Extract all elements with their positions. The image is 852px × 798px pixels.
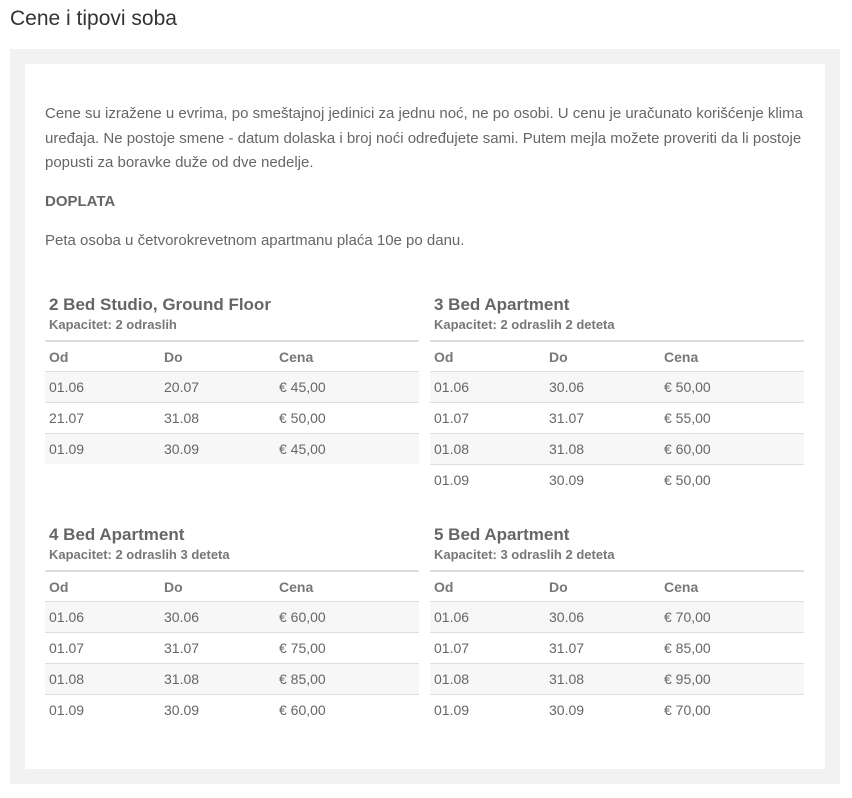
col-header-price: Cena <box>275 341 419 372</box>
rates-table <box>45 340 419 464</box>
cell-to: 20.07 <box>160 372 275 403</box>
room-title: 4 Bed Apartment <box>49 525 185 544</box>
room-capacity: Kapacitet: 2 odraslih 3 deteta <box>49 547 230 562</box>
cell-to: 30.06 <box>545 372 660 403</box>
cell-price: € 60,00 <box>275 695 419 726</box>
cell-to: 31.07 <box>545 633 660 664</box>
table-row <box>45 602 419 633</box>
col-header-to: Do <box>545 571 660 602</box>
col-header-price: Cena <box>660 571 804 602</box>
cell-from: 01.08 <box>45 664 160 695</box>
table-header-row <box>45 571 419 602</box>
col-header-from: Od <box>430 571 545 602</box>
cell-to: 31.08 <box>160 403 275 434</box>
room-2-bed-studio <box>45 294 419 464</box>
cell-from: 01.06 <box>45 372 160 403</box>
cell-price: € 55,00 <box>660 403 804 434</box>
col-header-to: Do <box>160 571 275 602</box>
room-title: 2 Bed Studio, Ground Floor <box>49 295 271 314</box>
cell-from: 01.06 <box>45 602 160 633</box>
content-panel <box>10 49 840 784</box>
col-header-from: Od <box>430 341 545 372</box>
table-header-row <box>430 341 804 372</box>
cell-from: 01.08 <box>430 434 545 465</box>
content-card <box>25 64 825 769</box>
cell-from: 01.09 <box>45 695 160 726</box>
room-title: 5 Bed Apartment <box>434 525 570 544</box>
cell-to: 30.09 <box>545 695 660 726</box>
room-capacity: Kapacitet: 3 odraslih 2 deteta <box>434 547 615 562</box>
cell-to: 30.09 <box>160 695 275 726</box>
cell-price: € 85,00 <box>660 633 804 664</box>
cell-price: € 50,00 <box>660 465 804 496</box>
cell-to: 30.09 <box>160 434 275 465</box>
cell-from: 01.07 <box>430 633 545 664</box>
col-header-price: Cena <box>275 571 419 602</box>
cell-from: 01.06 <box>430 372 545 403</box>
col-header-to: Do <box>160 341 275 372</box>
table-row <box>45 664 419 695</box>
cell-to: 31.07 <box>545 403 660 434</box>
cell-from: 01.09 <box>430 695 545 726</box>
table-row <box>430 434 804 465</box>
cell-to: 31.07 <box>160 633 275 664</box>
cell-to: 30.09 <box>545 465 660 496</box>
room-5-bed-apartment <box>430 524 804 725</box>
cell-price: € 50,00 <box>660 372 804 403</box>
cell-from: 01.09 <box>45 434 160 465</box>
cell-price: € 95,00 <box>660 664 804 695</box>
cell-from: 01.08 <box>430 664 545 695</box>
cell-price: € 70,00 <box>660 602 804 633</box>
room-3-bed-apartment <box>430 294 804 495</box>
room-capacity: Kapacitet: 2 odraslih 2 deteta <box>434 317 615 332</box>
table-row <box>430 465 804 496</box>
cell-price: € 60,00 <box>275 602 419 633</box>
table-row <box>45 695 419 726</box>
cell-to: 31.08 <box>545 664 660 695</box>
cell-to: 31.08 <box>160 664 275 695</box>
table-header-row <box>45 341 419 372</box>
col-header-price: Cena <box>660 341 804 372</box>
table-row <box>430 372 804 403</box>
table-row <box>430 633 804 664</box>
table-row <box>430 664 804 695</box>
room-title: 3 Bed Apartment <box>434 295 570 314</box>
cell-to: 30.06 <box>545 602 660 633</box>
table-row <box>430 403 804 434</box>
table-row <box>45 434 419 465</box>
cell-from: 01.07 <box>430 403 545 434</box>
cell-price: € 85,00 <box>275 664 419 695</box>
page-title: Cene i tipovi soba <box>10 7 177 30</box>
col-header-to: Do <box>545 341 660 372</box>
intro-text: Cene su izražene u evrima, po smeštajnoj jedinici za jednu noć, ne po osobi. U cenu je uračunato korišćenje klima uređaja. Ne postoje smene - datum dolaska i broj noći određujete sami. Putem mejla možete proveriti da li postoje popusti za boravke duže od dve nedelje. <box>45 105 803 171</box>
col-header-from: Od <box>45 571 160 602</box>
table-row <box>45 372 419 403</box>
table-row <box>430 695 804 726</box>
table-row <box>45 633 419 664</box>
table-row <box>430 602 804 633</box>
rates-table <box>430 570 804 725</box>
cell-from: 01.09 <box>430 465 545 496</box>
cell-to: 30.06 <box>160 602 275 633</box>
cell-from: 01.06 <box>430 602 545 633</box>
table-header-row <box>430 571 804 602</box>
room-4-bed-apartment <box>45 524 419 725</box>
rates-table <box>430 340 804 495</box>
cell-from: 01.07 <box>45 633 160 664</box>
surcharge-heading: DOPLATA <box>45 193 116 210</box>
rates-table <box>45 570 419 725</box>
cell-price: € 70,00 <box>660 695 804 726</box>
col-header-from: Od <box>45 341 160 372</box>
table-row <box>45 403 419 434</box>
cell-from: 21.07 <box>45 403 160 434</box>
cell-price: € 45,00 <box>275 434 419 465</box>
surcharge-note: Peta osoba u četvorokrevetnom apartmanu plaća 10e po danu. <box>45 232 465 249</box>
cell-price: € 75,00 <box>275 633 419 664</box>
cell-price: € 45,00 <box>275 372 419 403</box>
cell-price: € 60,00 <box>660 434 804 465</box>
cell-to: 31.08 <box>545 434 660 465</box>
room-capacity: Kapacitet: 2 odraslih <box>49 317 177 332</box>
cell-price: € 50,00 <box>275 403 419 434</box>
